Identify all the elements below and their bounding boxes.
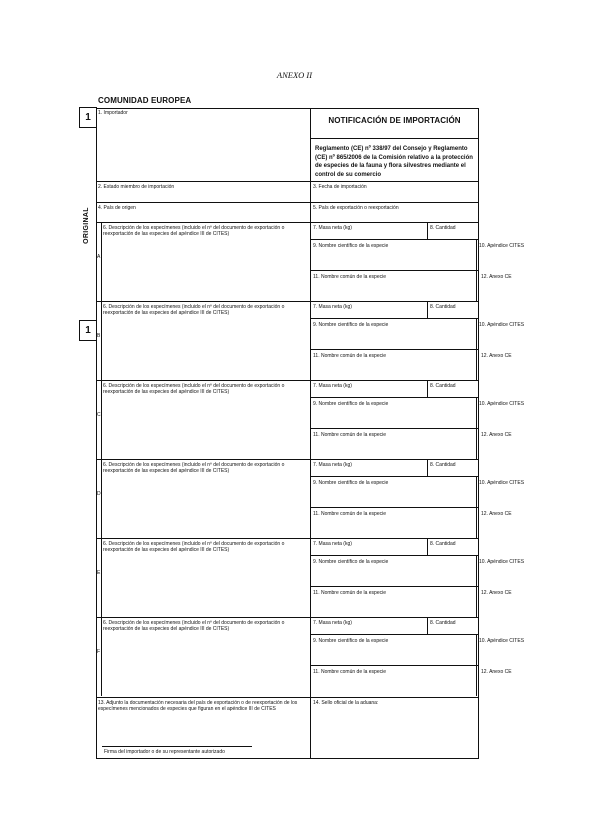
row-separator — [310, 397, 479, 398]
regulation-text: Reglamento (CE) nº 338/97 del Consejo y Reglamento (CE) nº 865/2006 de la Comisión relativo a la protección de especies de la fauna y flora silvestres mediante el control de su comercio — [315, 146, 473, 178]
net-mass-label: 7. Masa neta (kg) — [313, 383, 352, 389]
copy-number-lower: 1 — [85, 325, 91, 336]
block-separator — [96, 380, 479, 381]
common-name-field[interactable] — [313, 676, 473, 694]
quantity-label: 8. Cantidad — [430, 620, 456, 626]
block-letter: A — [97, 254, 101, 260]
row-separator — [310, 555, 479, 556]
specimen-description-field[interactable] — [103, 635, 308, 693]
row-separator — [310, 428, 479, 429]
divider-line — [310, 138, 479, 139]
ec-annex-label: 12. Anexo CE — [481, 590, 512, 596]
quantity-label: 8. Cantidad — [430, 225, 456, 231]
quantity-label: 8. Cantidad — [430, 541, 456, 547]
scientific-name-label: 9. Nombre científico de la especie — [313, 401, 389, 407]
scientific-name-field[interactable] — [313, 250, 473, 268]
row-separator — [310, 270, 479, 271]
scientific-name-field[interactable] — [313, 566, 473, 584]
ec-annex-label: 12. Anexo CE — [481, 511, 512, 517]
import-date-label: 3. Fecha de importación — [313, 184, 367, 190]
specimen-description-label: 6. Descripción de los especímenes (incluido el nº del documento de exportación o reexportación de las especies del apéndice III de CITES) — [103, 620, 285, 632]
export-country-label: 5. País de exportación o reexportación — [313, 205, 399, 211]
cites-appendix-label: 10. Apéndice CITES — [479, 638, 525, 644]
member-state-label: 2. Estado miembro de importación — [98, 184, 175, 190]
block-separator — [96, 459, 479, 460]
qty-divider — [427, 301, 428, 318]
attach-declaration: 13. Adjunto la documentación necesaria del país de exportación o de reexportación de los especímenes mencionados de especies que figuran en el apéndice III de CITES — [98, 700, 298, 712]
common-name-label: 11. Nombre común de la especie — [313, 432, 387, 438]
specimen-description-label: 6. Descripción de los especímenes (incluido el nº del documento de exportación o reexportación de las especies del apéndice III de CITES) — [103, 225, 285, 237]
cites-appendix-label: 10. Apéndice CITES — [479, 322, 525, 328]
common-name-label: 11. Nombre común de la especie — [313, 353, 387, 359]
scientific-name-field[interactable] — [313, 408, 473, 426]
qty-divider — [427, 617, 428, 634]
quantity-field[interactable] — [430, 389, 477, 396]
block-letter-divider — [101, 222, 102, 301]
row-separator — [310, 349, 479, 350]
customs-stamp-field[interactable] — [313, 708, 477, 756]
specimen-description-label: 6. Descripción de los especímenes (incluido el nº del documento de exportación o reexportación de las especies del apéndice III de CITES) — [103, 462, 285, 474]
row-separator — [310, 507, 479, 508]
block-separator — [96, 538, 479, 539]
block-letter-divider — [101, 617, 102, 696]
block-letter: E — [97, 570, 101, 576]
divider-line — [96, 697, 479, 698]
net-mass-field[interactable] — [313, 389, 425, 396]
block-letter: B — [97, 333, 101, 339]
common-name-field[interactable] — [313, 518, 473, 536]
net-mass-field[interactable] — [313, 468, 425, 475]
quantity-field[interactable] — [430, 231, 477, 238]
net-mass-field[interactable] — [313, 626, 425, 633]
signature-label: Firma del importador o de su representante autorizado — [104, 749, 225, 755]
block-letter: F — [97, 649, 101, 655]
specimen-description-field[interactable] — [103, 319, 308, 377]
qty-divider — [427, 538, 428, 555]
copy-number: 1 — [85, 112, 91, 123]
row-separator — [310, 476, 479, 477]
specimen-description-field[interactable] — [103, 556, 308, 614]
notification-title: NOTIFICACIÓN DE IMPORTACIÓN — [328, 116, 461, 125]
quantity-field[interactable] — [430, 626, 477, 633]
signature-field[interactable] — [98, 722, 248, 745]
qty-divider — [427, 222, 428, 239]
block-letter-divider — [101, 459, 102, 538]
specimen-description-field[interactable] — [103, 240, 308, 298]
net-mass-label: 7. Masa neta (kg) — [313, 541, 352, 547]
specimen-description-field[interactable] — [103, 477, 308, 535]
importer-label: 1. Importador — [98, 110, 128, 116]
origin-country-field[interactable] — [98, 212, 308, 221]
scientific-name-field[interactable] — [313, 329, 473, 347]
common-name-label: 11. Nombre común de la especie — [313, 274, 387, 280]
block-separator — [96, 617, 479, 618]
row-separator — [310, 318, 479, 319]
common-name-label: 11. Nombre común de la especie — [313, 669, 387, 675]
scientific-name-field[interactable] — [313, 487, 473, 505]
ec-annex-label: 12. Anexo CE — [481, 274, 512, 280]
copy-number-box — [79, 107, 97, 128]
quantity-label: 8. Cantidad — [430, 304, 456, 310]
net-mass-field[interactable] — [313, 310, 425, 317]
common-name-label: 11. Nombre común de la especie — [313, 511, 387, 517]
export-country-field[interactable] — [313, 212, 477, 221]
import-date-field[interactable] — [313, 191, 477, 201]
row-separator — [310, 665, 479, 666]
divider-line — [96, 181, 479, 182]
cites-appendix-label: 10. Apéndice CITES — [479, 243, 525, 249]
net-mass-label: 7. Masa neta (kg) — [313, 462, 352, 468]
specimen-description-label: 6. Descripción de los especímenes (incluido el nº del documento de exportación o reexportación de las especies del apéndice III de CITES) — [103, 383, 285, 395]
quantity-field[interactable] — [430, 547, 477, 554]
importer-field[interactable] — [98, 118, 308, 180]
scientific-name-label: 9. Nombre científico de la especie — [313, 559, 389, 565]
block-separator — [96, 222, 479, 223]
common-name-field[interactable] — [313, 439, 473, 457]
community-title: COMUNIDAD EUROPEA — [98, 96, 192, 105]
specimen-description-label: 6. Descripción de los especímenes (incluido el nº del documento de exportación o reexportación de las especies del apéndice III de CITES) — [103, 541, 285, 553]
row-separator — [310, 634, 479, 635]
ec-annex-label: 12. Anexo CE — [481, 432, 512, 438]
scientific-name-label: 9. Nombre científico de la especie — [313, 322, 389, 328]
original-label: ORIGINAL — [82, 206, 90, 244]
copy-number-box-lower — [79, 320, 97, 341]
annex-title: ANEXO II — [276, 70, 313, 80]
signature-line — [102, 746, 252, 747]
block-letter-divider — [101, 380, 102, 459]
customs-stamp-label: 14. Sello oficial de la aduana: — [313, 700, 379, 706]
quantity-field[interactable] — [430, 468, 477, 475]
row-separator — [310, 239, 479, 240]
main-divider — [310, 108, 311, 759]
ec-annex-label: 12. Anexo CE — [481, 353, 512, 359]
scientific-name-label: 9. Nombre científico de la especie — [313, 480, 389, 486]
common-name-field[interactable] — [313, 597, 473, 615]
common-name-label: 11. Nombre común de la especie — [313, 590, 387, 596]
specimen-description-field[interactable] — [103, 398, 308, 456]
common-name-field[interactable] — [313, 360, 473, 378]
common-name-field[interactable] — [313, 281, 473, 299]
block-letter: C — [97, 412, 101, 418]
scientific-name-label: 9. Nombre científico de la especie — [313, 243, 389, 249]
qty-divider — [427, 380, 428, 397]
row-separator — [310, 586, 479, 587]
cites-appendix-label: 10. Apéndice CITES — [479, 401, 525, 407]
net-mass-field[interactable] — [313, 231, 425, 238]
ec-annex-label: 12. Anexo CE — [481, 669, 512, 675]
specimen-description-label: 6. Descripción de los especímenes (incluido el nº del documento de exportación o reexportación de las especies del apéndice III de CITES) — [103, 304, 285, 316]
qty-divider — [427, 459, 428, 476]
block-letter: D — [97, 491, 101, 497]
net-mass-field[interactable] — [313, 547, 425, 554]
net-mass-label: 7. Masa neta (kg) — [313, 620, 352, 626]
cites-appendix-label: 10. Apéndice CITES — [479, 480, 525, 486]
origin-country-label: 4. País de origen — [98, 205, 136, 211]
scientific-name-label: 9. Nombre científico de la especie — [313, 638, 389, 644]
member-state-field[interactable] — [98, 191, 308, 201]
block-letter-divider — [101, 301, 102, 380]
quantity-label: 8. Cantidad — [430, 462, 456, 468]
net-mass-label: 7. Masa neta (kg) — [313, 225, 352, 231]
net-mass-label: 7. Masa neta (kg) — [313, 304, 352, 310]
quantity-label: 8. Cantidad — [430, 383, 456, 389]
divider-line — [96, 202, 479, 203]
block-separator — [96, 301, 479, 302]
block-letter-divider — [101, 538, 102, 617]
cites-appendix-label: 10. Apéndice CITES — [479, 559, 525, 565]
scientific-name-field[interactable] — [313, 645, 473, 663]
quantity-field[interactable] — [430, 310, 477, 317]
